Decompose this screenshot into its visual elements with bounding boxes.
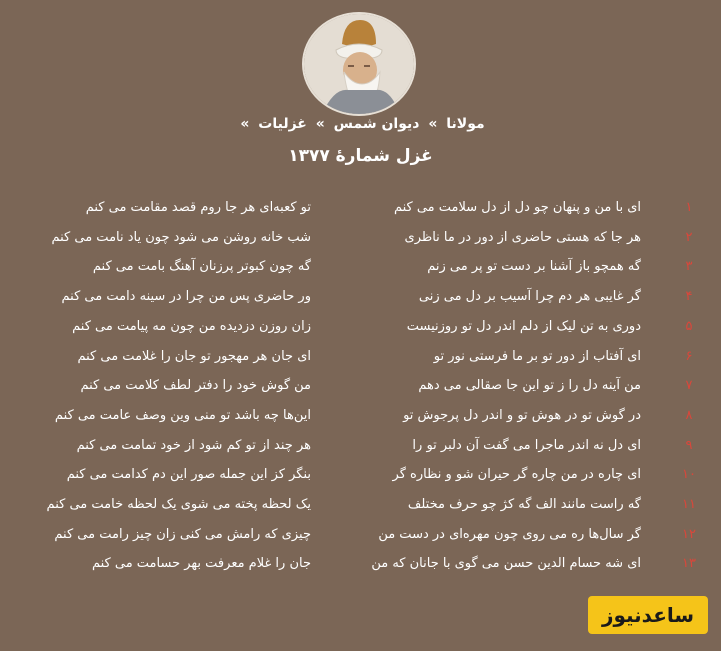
verse-first-hemistich: ای با من و پنهان چو دل از دل سلامت می کنم (393, 200, 641, 215)
verse-second-hemistich: تو کعبه‌ای هر جا روم قصد مقامت می کنم (85, 200, 311, 215)
verse-first-hemistich: در گوش تو در هوش تو و اندر دل پرجوش تو (403, 407, 641, 423)
breadcrumb-item-ghazals[interactable]: غزلیات (258, 116, 307, 132)
poet-portrait (304, 14, 414, 114)
verse-number: ۵ (685, 318, 693, 334)
verse-first-hemistich: گه راست مانند الف گه کژ چو حرف مختلف (407, 497, 641, 512)
verse-row (0, 463, 721, 487)
verse-first-hemistich: ای دل نه اندر ماجرا می گفت آن دلبر تو را (412, 437, 641, 453)
verse-row (0, 523, 721, 547)
verse-second-hemistich: زان روزن دزدیده من چون مه پیامت می کنم (72, 318, 311, 334)
verse-number: ۷ (685, 378, 693, 394)
poet-portrait-image (304, 14, 414, 114)
verse-first-hemistich: هر جا که هستی حاضری از دور در ما ناظری (404, 229, 641, 245)
verse-number: ۱۳ (682, 556, 696, 572)
breadcrumb (0, 116, 721, 132)
verse-number: ۴ (685, 289, 693, 305)
verse-second-hemistich: ور حاضری پس من چرا در سینه دامت می کنم (61, 289, 311, 305)
verse-row (0, 404, 721, 428)
verse-number: ۳ (685, 259, 693, 275)
verse-number: ۱۱ (682, 497, 696, 512)
verse-number: ۹ (685, 437, 693, 453)
verse-second-hemistich: ای جان هر مهجور تو جان را غلامت می کنم (77, 348, 311, 364)
verse-row (0, 315, 721, 339)
verse-number: ۸ (685, 407, 693, 423)
verse-second-hemistich: شب خانه روشن می شود چون یاد نامت می کنم (51, 229, 311, 245)
verse-second-hemistich: جان را غلام معرفت بهر حسامت می کنم (91, 556, 311, 572)
verse-number: ۱۰ (682, 467, 696, 483)
verse-second-hemistich: چیزی که رامش می کنی زان چیز رامت می کنم (54, 526, 311, 542)
verse-number: ۱ (685, 200, 693, 215)
verse-number: ۱۲ (682, 526, 696, 542)
verse-first-hemistich: من آینه دل را ز تو این جا صقالی می دهم (418, 378, 641, 394)
breadcrumb-separator: » (240, 116, 250, 132)
verse-second-hemistich: هر چند از تو کم شود از خود تمامت می کنم (76, 437, 311, 453)
breadcrumb-item-poet[interactable]: مولانا (446, 116, 485, 132)
verse-row (0, 374, 721, 398)
verse-second-hemistich: یک لحظه پخته می شوی یک لحظه خامت می کنم (46, 497, 311, 512)
verse-first-hemistich: ای شه حسام الدین حسن می گوی با جانان که من (371, 556, 641, 572)
breadcrumb-separator: » (428, 116, 438, 132)
verse-row (0, 226, 721, 250)
verse-first-hemistich: ای چاره در من چاره گر حیران شو و نظاره گر (392, 467, 641, 483)
verse-number: ۲ (685, 229, 693, 245)
breadcrumb-item-divan[interactable]: دیوان شمس (333, 116, 420, 132)
verse-row (0, 552, 721, 576)
verse-row (0, 285, 721, 309)
verse-second-hemistich: من گوش خود را دفتر لطف کلامت می کنم (80, 378, 311, 394)
verse-first-hemistich: گه همچو باز آشنا بر دست تو پر می زنم (427, 259, 641, 275)
page-title: غزل شمارهٔ ۱۳۷۷ (288, 146, 433, 166)
verse-second-hemistich: این‌ها چه باشد تو منی وین وصف عامت می کنم (54, 407, 311, 423)
verse-row (0, 255, 721, 279)
site-logo[interactable]: ساعدنیوز (588, 596, 708, 634)
verse-number: ۶ (685, 348, 693, 364)
verse-first-hemistich: دوری به تن لیک از دلم اندر دل تو روزنیست (406, 318, 641, 334)
verse-row (0, 434, 721, 458)
verse-row (0, 493, 721, 517)
verse-second-hemistich: گه چون کبوتر پرزنان آهنگ بامت می کنم (92, 259, 311, 275)
verse-first-hemistich: گر غایبی هر دم چرا آسیب بر دل می زنی (418, 289, 641, 305)
verse-second-hemistich: بنگر کز این جمله صور این دم کدامت می کنم (66, 467, 311, 483)
breadcrumb-separator: » (315, 116, 325, 132)
verse-row (0, 345, 721, 369)
verse-first-hemistich: گر سال‌ها ره می روی چون مهره‌ای در دست من (378, 526, 641, 542)
verse-first-hemistich: ای آفتاب از دور تو بر ما فرستی نور تو (433, 348, 641, 364)
verse-row (0, 196, 721, 220)
